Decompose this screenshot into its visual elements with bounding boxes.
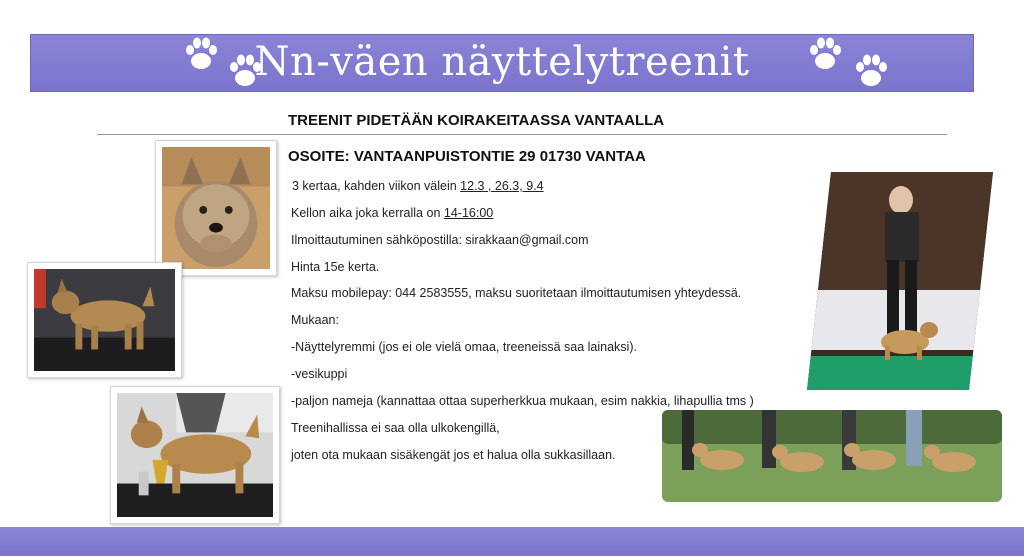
bring-item: -paljon nameja (kannattaa ottaa superherkkua mukaan, esim nakkia, lihapullia tms ) xyxy=(291,394,754,408)
title-banner xyxy=(30,34,974,92)
schedule-line xyxy=(292,179,544,193)
bring-item: -Näyttelyremmi (jos ei ole vielä omaa, treeneissä saa lainaksi). xyxy=(291,340,637,354)
note-line: Treenihallissa ei saa olla ulkokengillä, xyxy=(291,421,500,435)
paw-icon xyxy=(851,52,891,92)
time-line xyxy=(291,206,493,220)
bring-label: Mukaan: xyxy=(291,313,339,327)
payment-line: Maksu mobilepay: 044 2583555, maksu suoritetaan ilmoittautumisen yhteydessä. xyxy=(291,286,742,300)
registration-line: Ilmoittautuminen sähköpostilla: sirakkaan@gmail.com xyxy=(291,233,589,247)
address: OSOITE: VANTAANPUISTONTIE 29 01730 VANTAA xyxy=(288,148,646,165)
note-line: joten ota mukaan sisäkengät jos et halua olla sukkasillaan. xyxy=(291,448,616,462)
dogs-on-grass-photo xyxy=(662,410,1002,502)
dog-trophy-photo xyxy=(110,386,280,524)
subtitle: TREENIT PIDETÄÄN KOIRAKEITAASSA VANTAALLA xyxy=(288,112,665,129)
footer-bar xyxy=(0,527,1024,556)
banner-title: Nn-väen näyttelytreenit xyxy=(254,39,750,85)
bring-item: -vesikuppi xyxy=(291,367,348,381)
divider xyxy=(97,134,947,135)
time-prefix: Kellon aika joka kerralla on xyxy=(291,206,444,220)
time-value: 14-16:00 xyxy=(443,206,494,220)
price-line: Hinta 15e kerta. xyxy=(291,260,380,274)
schedule-prefix: 3 kertaa, kahden viikon välein xyxy=(292,179,461,193)
dog-portrait-photo xyxy=(155,140,277,276)
dog-stacked-photo xyxy=(27,262,182,378)
schedule-dates: 12.3 , 26.3, 9.4 xyxy=(460,179,544,193)
paw-icon xyxy=(805,35,845,75)
dog-show-ring-photo xyxy=(805,170,995,392)
